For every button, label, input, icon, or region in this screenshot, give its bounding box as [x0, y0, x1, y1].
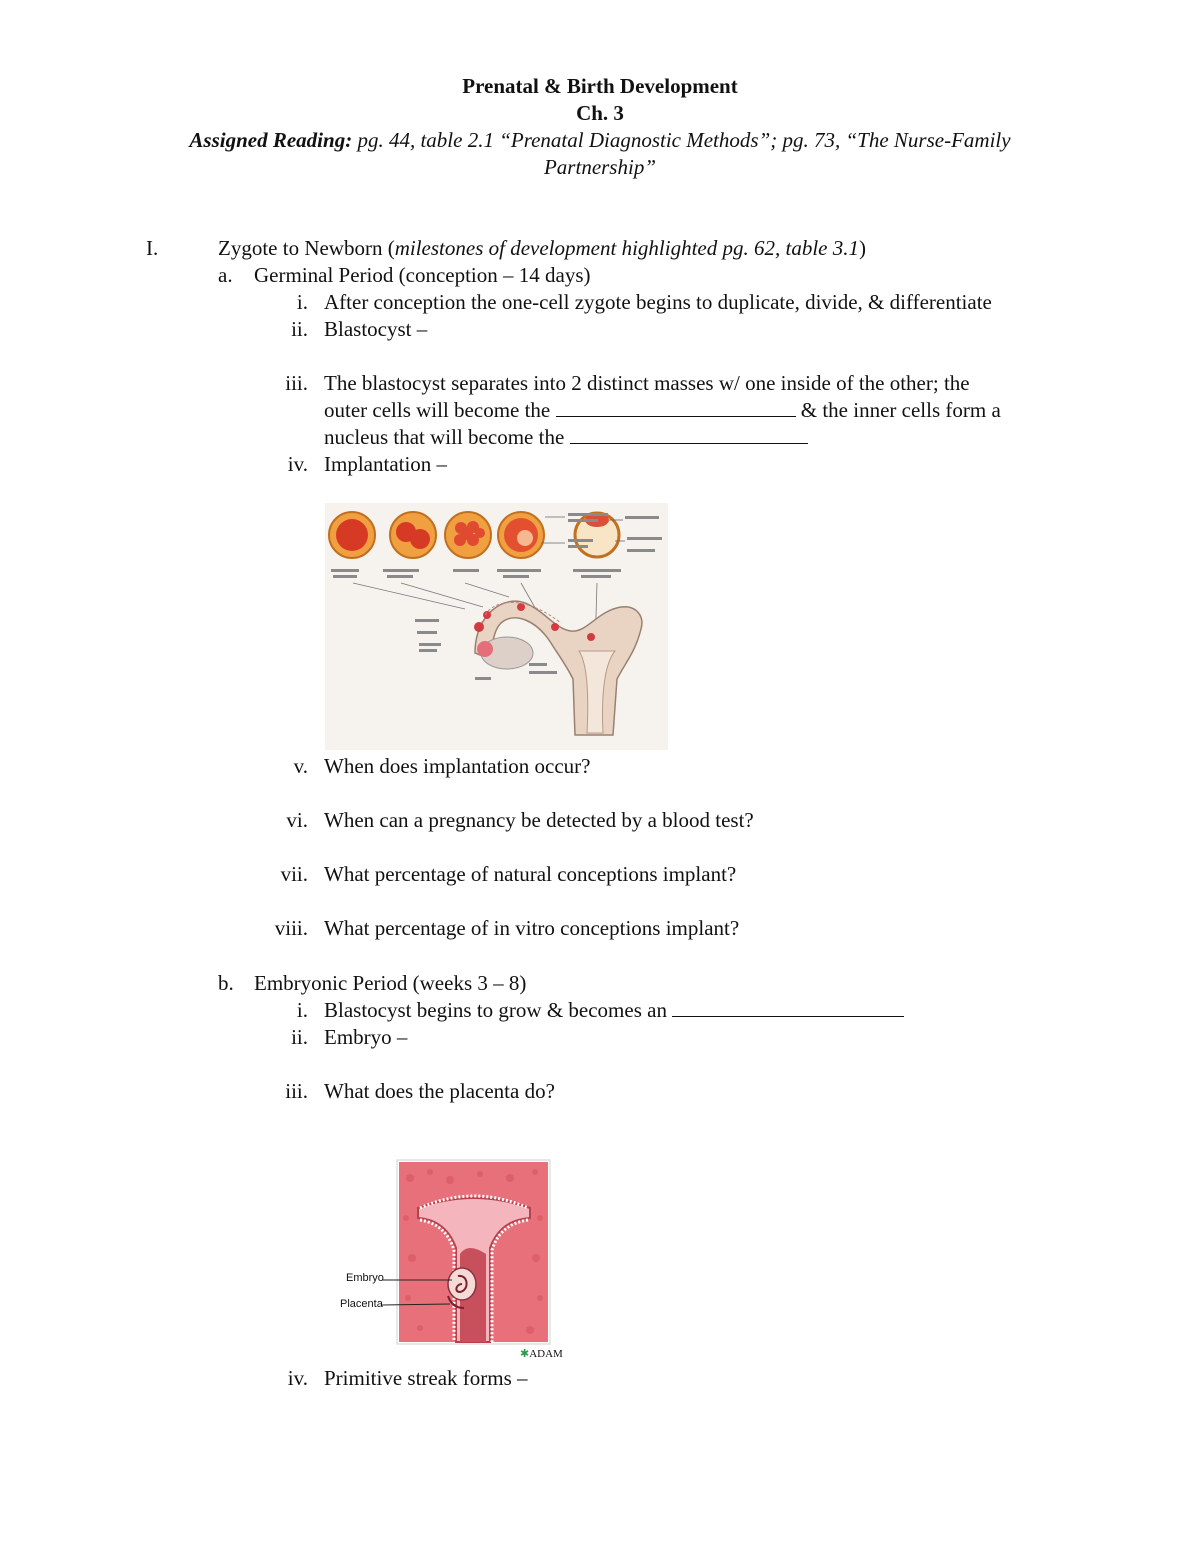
adam-credit: ✱ADAM: [520, 1348, 563, 1360]
subsection-title-embryonic: Embryonic Period (weeks 3 – 8): [254, 971, 527, 995]
list-number: iv.: [287, 452, 308, 476]
zygote-cell-icon: [329, 512, 375, 558]
list-number: vii.: [280, 862, 308, 886]
list-item: What percentage of in vitro conceptions implant?: [324, 916, 740, 940]
two-cell-icon: [390, 512, 436, 558]
chapter-label: Ch. 3: [576, 101, 624, 125]
list-number: ii.: [291, 317, 308, 341]
list-item-cont: nucleus that will become the: [324, 425, 808, 449]
embryo-label: Embryo: [346, 1272, 384, 1284]
list-number: vi.: [286, 808, 308, 832]
list-number: iii.: [285, 1079, 308, 1103]
list-item: What percentage of natural conceptions implant?: [324, 862, 737, 886]
page-title: Prenatal & Birth Development: [462, 74, 738, 98]
early-blastocyst-icon: [498, 512, 544, 558]
subsection-letter: a.: [218, 263, 233, 287]
list-item: After conception the one-cell zygote begins to duplicate, divide, & differentiate: [324, 290, 992, 314]
fill-in-blank[interactable]: [570, 425, 808, 444]
list-item: Embryo –: [324, 1025, 408, 1049]
list-number: iii.: [285, 371, 308, 395]
list-number: i.: [296, 998, 308, 1022]
list-number: viii.: [274, 916, 308, 940]
adam-logo-icon: ✱: [520, 1348, 530, 1360]
placenta-label: Placenta: [340, 1298, 383, 1310]
list-item: When can a pregnancy be detected by a blood test?: [324, 808, 754, 832]
list-number: iv.: [287, 1366, 308, 1390]
morula-icon: [445, 512, 491, 558]
list-item: What does the placenta do?: [324, 1079, 555, 1103]
list-item: Implantation –: [324, 452, 448, 476]
subsection-letter: b.: [218, 971, 234, 995]
subsection-title-germinal: Germinal Period (conception – 14 days): [254, 263, 591, 287]
section-number: I.: [146, 236, 159, 260]
list-item: Blastocyst begins to grow & becomes an: [324, 998, 904, 1022]
assigned-reading-text: pg. 44, table 2.1 “Prenatal Diagnostic Methods”; pg. 73, “The Nurse-Family: [357, 128, 1011, 152]
list-number: ii.: [291, 1025, 308, 1049]
section-title: Zygote to Newborn (milestones of development highlighted pg. 62, table 3.1): [218, 236, 866, 260]
list-item: The blastocyst separates into 2 distinct masses w/ one inside of the other; the: [324, 371, 970, 395]
list-item: When does implantation occur?: [324, 754, 591, 778]
assigned-reading-text-cont: Partnership”: [543, 155, 656, 179]
list-item: Primitive streak forms –: [324, 1366, 528, 1390]
fill-in-blank[interactable]: [556, 398, 796, 417]
list-number: v.: [293, 754, 308, 778]
list-number: i.: [296, 290, 308, 314]
assigned-reading-label: Assigned Reading:: [189, 128, 353, 152]
assigned-reading-line: [0, 128, 1200, 152]
list-item-cont: outer cells will become the & the inner cells form a: [324, 398, 1001, 422]
implantation-diagram: [325, 503, 668, 750]
embryo-placenta-diagram: [340, 1158, 570, 1363]
list-item: Blastocyst –: [324, 317, 428, 341]
fill-in-blank[interactable]: [672, 998, 904, 1017]
